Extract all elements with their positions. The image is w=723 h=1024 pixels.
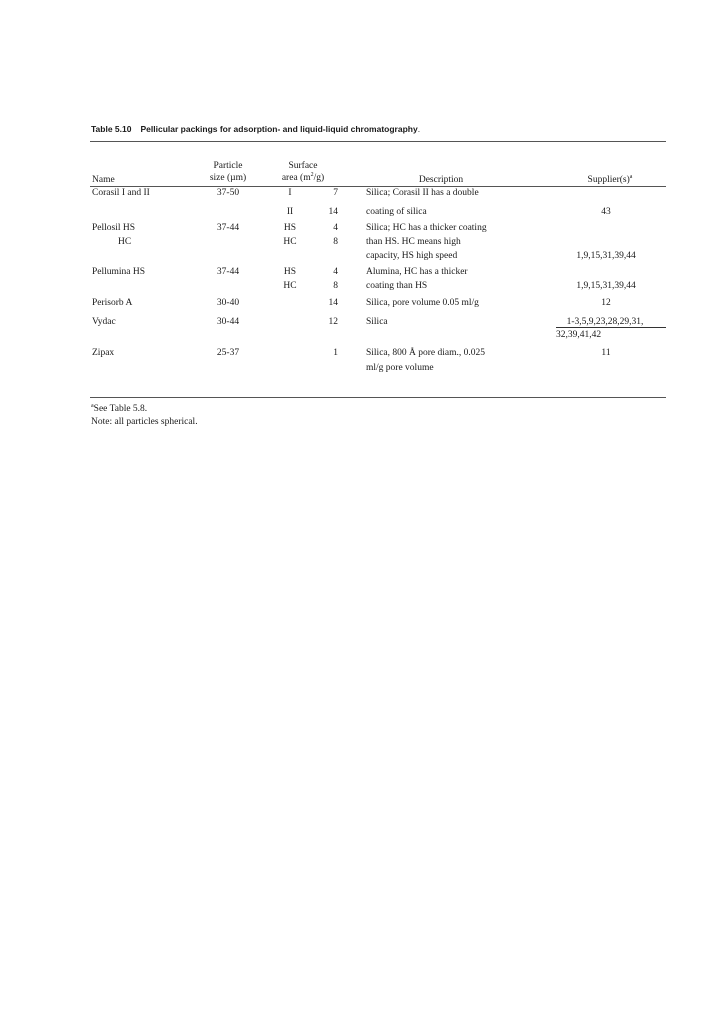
table-bottom-rule <box>90 397 666 398</box>
row-vydac-area: 12 <box>328 317 338 327</box>
header-description: Description <box>418 175 464 185</box>
footnote-note: Note: all particles spherical. <box>91 417 198 427</box>
table-caption <box>91 124 420 134</box>
row-corasil-size: 37-50 <box>216 188 240 198</box>
row-vydac-size: 30-44 <box>216 317 240 327</box>
footnote-a: $^a$See Table 5.8. <box>91 402 148 414</box>
row-zipax-supplier: 11 <box>601 348 611 358</box>
header-surface-line2: area $(m^2/g)$ <box>281 171 325 183</box>
header-particle-line2: size (µm) <box>209 173 247 183</box>
header-suppliers: $Supplier(s)^a$ <box>587 173 633 185</box>
header-name: Name <box>92 175 115 185</box>
row-zipax-name: Zipax <box>92 348 115 358</box>
row-zipax-desc2: ml/g pore volume <box>366 363 434 373</box>
row-zipax-desc1: Silica, 800 Å pore diam., 0.025 <box>366 348 485 358</box>
row-perisorb-area: 14 <box>328 298 338 308</box>
row-corasil-type2: II <box>286 207 294 217</box>
row-pellumina-type1: HS <box>283 267 297 277</box>
row-zipax-area: 1 <box>333 348 338 358</box>
row-pellumina-type2: HC <box>283 281 297 291</box>
row-vydac-supplier-line2: 32,39,41,42 <box>556 330 602 340</box>
row-pellosil-desc3: capacity, HS high speed <box>366 251 458 261</box>
row-pellumina-size: 37-44 <box>216 267 240 277</box>
table-title-period: . <box>417 124 421 134</box>
row-pellosil-desc1: Silica; HC has a thicker coating <box>366 223 487 233</box>
row-perisorb-name: Perisorb A <box>92 298 133 308</box>
row-vydac-supplier-line1: 1-3,5,9,23,28,29,31, <box>566 317 644 327</box>
row-pellosil-supplier: 1,9,15,31,39,44 <box>576 251 636 261</box>
row-vydac-desc: Silica <box>366 317 388 327</box>
row-pellumina-name: Pellumina HS <box>92 267 146 277</box>
row-corasil-area1: 7 <box>333 188 338 198</box>
row-pellosil-name2: HC <box>118 237 132 247</box>
table-label: Table 5.10 <box>91 124 132 134</box>
row-pellumina-area1: 4 <box>333 267 338 277</box>
row-vydac-supplier-underline <box>556 327 666 328</box>
row-pellosil-area1: 4 <box>333 223 338 233</box>
table-title: Pellicular packings for adsorption- and liquid-liquid chromatography <box>140 124 418 134</box>
row-pellumina-area2: 8 <box>333 281 338 291</box>
row-perisorb-size: 30-40 <box>216 298 240 308</box>
row-pellosil-desc2: than HS. HC means high <box>366 237 461 247</box>
row-corasil-desc1: Silica; Corasil II has a double <box>366 188 479 198</box>
row-pellosil-type1: HS <box>283 223 297 233</box>
row-pellosil-size: 37-44 <box>216 223 240 233</box>
row-perisorb-desc: Silica, pore volume 0.05 ml/g <box>366 298 479 308</box>
table-top-rule <box>90 141 666 142</box>
row-corasil-name: Corasil I and II <box>92 188 150 198</box>
row-zipax-size: 25-37 <box>216 348 240 358</box>
row-pellumina-desc2: coating than HS <box>366 281 428 291</box>
row-pellumina-desc1: Alumina, HC has a thicker <box>366 267 468 277</box>
row-pellumina-supplier: 1,9,15,31,39,44 <box>576 281 636 291</box>
row-vydac-name: Vydac <box>92 317 116 327</box>
row-corasil-type1: I <box>288 188 292 198</box>
row-corasil-desc2: coating of silica <box>366 207 427 217</box>
row-pellosil-name1: Pellosil HS <box>92 223 136 233</box>
row-corasil-area2: 14 <box>328 207 338 217</box>
header-surface-line1: Surface <box>288 161 318 171</box>
header-particle-line1: Particle <box>213 161 243 171</box>
row-pellosil-type2: HC <box>283 237 297 247</box>
row-corasil-supplier: 43 <box>601 207 611 217</box>
row-pellosil-area2: 8 <box>333 237 338 247</box>
row-perisorb-supplier: 12 <box>601 298 611 308</box>
